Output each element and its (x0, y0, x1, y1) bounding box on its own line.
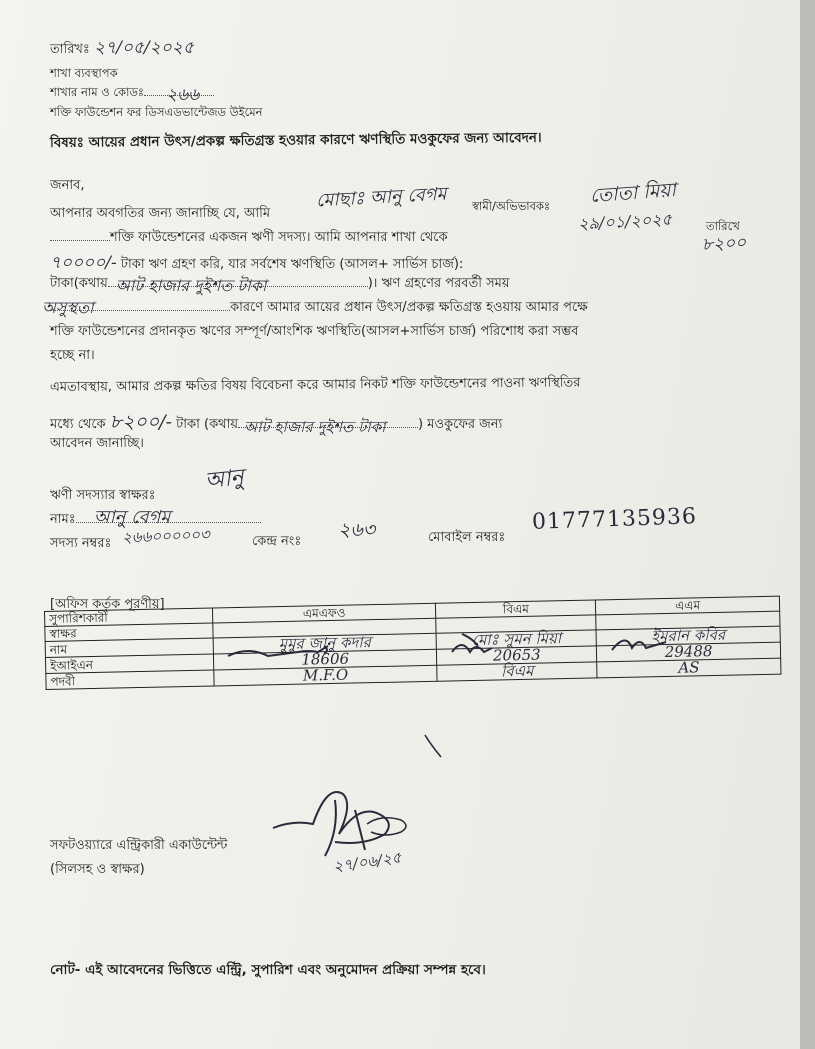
member-sign-label: ঋণী সদস্যার স্বাক্ষরঃ (50, 488, 156, 503)
date-label: তারিখঃ (50, 42, 90, 57)
subject-line: বিষয়ঃ আয়ের প্রধান উৎস/প্রকল্প ক্ষতিগ্রস্ত হওয়ার কারণে ঋণস্থিতি মওকুফের জন্য আবেদন। (49, 129, 542, 151)
waive-amount: ৮২০০/- (109, 411, 173, 433)
member-signature: আনু (203, 465, 245, 494)
reason: অসুস্থতা (42, 298, 94, 317)
outstanding-words: আট হাজার দুইশত টাকা (115, 276, 267, 295)
member-id-label: সদস্য নম্বরঃ (50, 536, 112, 551)
row-label: পদবী (46, 670, 214, 690)
body-p2-line-3: আবেদন জানাচ্ছি। (50, 436, 144, 451)
body-l2-text: শক্তি ফাউন্ডেশনের একজন ঋণী সদস্য। আমি আপনার শাখা থেকে (110, 230, 448, 245)
salutation: জনাব, (50, 178, 85, 193)
date-value: ২৭/০৫/২০২৫ (94, 38, 194, 58)
p2-text-b: টাকা (কথায় (176, 417, 239, 432)
outstanding-amount: ৮২০০ (701, 232, 747, 256)
ein-cell: 18606 (301, 649, 350, 669)
p2-text-a: মধ্যে থেকে (50, 417, 106, 432)
p2-text-c: ) মওকুফের জন্য (418, 417, 503, 432)
branch-code-label: শাখার নাম ও কোডঃ (50, 85, 145, 99)
designation-cell: AS (678, 658, 700, 677)
body-l5-text: কারণে আমার আয়ের প্রধান উৎস/প্রকল্প ক্ষতিগ্রস্ত হওয়ায় আমার পক্ষে (230, 300, 588, 315)
body-l4-text: টাকা(কথায় (50, 276, 108, 291)
member-name-label: নামঃ (50, 512, 76, 527)
approval-date: ২৭/০৬/২৫ (332, 848, 403, 876)
seal-sign-label: (সিলসহ ও স্বাক্ষর) (50, 862, 145, 877)
member-name: আনু বেগম (93, 507, 171, 528)
designation-cell: M.F.O (302, 665, 349, 685)
footer-note: নোট- এই আবেদনের ভিত্তিতে এন্ট্রি, সুপারিশ এবং অনুমোদন প্রক্রিয়া সম্পন্ন হবে। (50, 962, 486, 978)
waive-words: আট হাজার দুইশত টাকা (244, 418, 386, 436)
table-header-cell: সুপারিশকারী (45, 608, 213, 627)
table-header-cell: এএম (596, 596, 780, 615)
body-l4-text2: )। ঋণ গ্রহণের পরবর্তী সময় (367, 276, 510, 291)
applicant-name: মোছাঃ আনু বেগম (315, 183, 447, 212)
body-line-7: হচ্ছে না। (50, 348, 95, 363)
row-label: ইআইএন (45, 654, 213, 674)
loan-amount: ৭০০০০/- (50, 253, 117, 273)
guardian-name: তোতা মিয়া (589, 179, 677, 207)
row-label: নাম (45, 638, 213, 658)
foundation-name: শক্তি ফাউন্ডেশন ফর ডিসএডভান্টেজড উইমেন (50, 105, 263, 119)
body-line-6: শক্তি ফাউন্ডেশনের প্রদানকৃত ঋণের সম্পূর্ণ/আংশিক ঋণস্থিতি(আসল+সার্ভিস চার্জ) পরিশোধ করা সম্ভব (50, 324, 579, 339)
branch-manager: শাখা ব্যবস্থাপক (50, 66, 118, 80)
ein-cell: 29488 (664, 642, 713, 662)
name-cell: মুমুর জানু কদার (278, 633, 372, 654)
body-p2-line-1: এমতাবস্থায়, আমার প্রকল্প ক্ষতির বিষয় বিবেচনা করে আমার নিকট শক্তি ফাউন্ডেশনের পাওনা ঋণস্থিতির (49, 375, 581, 395)
name-cell: ইমরান কবির (651, 625, 726, 646)
row-label: স্বাক্ষর (45, 623, 213, 642)
table-header-cell: বিএম (436, 600, 596, 618)
body-l3-text: টাকা ঋণ গ্রহণ করি, যার সর্বশেষ ঋণস্থিতি (আসল+ সার্ভিস চার্জ): (120, 257, 464, 272)
mobile-label: মোবাইল নম্বরঃ (428, 530, 506, 545)
branch-code-value: ২৬৬ (166, 85, 200, 105)
designation-cell: বিএম (500, 661, 534, 681)
guardian-label: স্বামী/অভিভাবকঃ (472, 199, 551, 213)
loan-date: ২৯/০১/২০২৫ (577, 209, 673, 234)
accountant-label: সফটওয়্যারে এন্ট্রিকারী একাউন্টেন্ট (50, 838, 228, 853)
body-l1-text: আপনার অবগতির জন্য জানাচ্ছি যে, আমি (50, 206, 271, 221)
center-label: কেন্দ্র নংঃ (252, 534, 302, 549)
office-title: [অফিস কর্তৃক পূরণীয়] (50, 597, 165, 612)
table-header-cell: এমএফও (212, 603, 436, 623)
mobile-number: 01777135936 (531, 504, 698, 535)
loan-date-suffix: তারিখে (706, 219, 740, 233)
name-cell: মোঃ সুমন মিয়া (471, 629, 562, 650)
member-id: ২৬৬০০০০০৩ (121, 525, 211, 547)
center-number: ২৬৩ (338, 519, 376, 541)
page-edge-shadow (800, 0, 815, 1049)
ein-cell: 20653 (492, 645, 541, 665)
